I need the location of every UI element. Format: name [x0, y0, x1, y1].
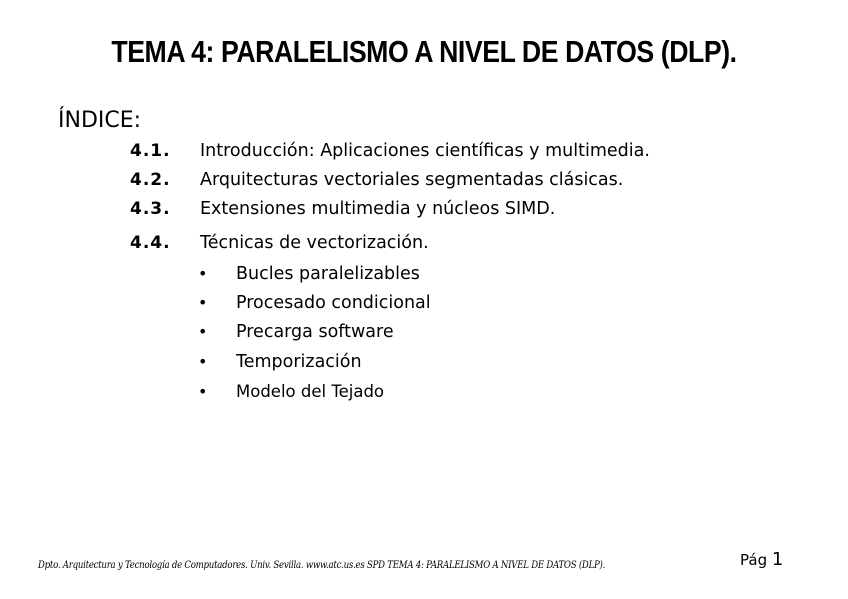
bullet-icon: • [198, 322, 208, 341]
sub-item-text: Precarga software [236, 322, 394, 342]
bullet-icon: • [198, 352, 208, 371]
footer-text: Dpto. Arquitectura y Tecnología de Computadores. Univ. Sevilla. www.atc.us.es SPD TEMA 4: PARALELISMO A NIVEL DE DATOS (DLP). [38, 560, 606, 571]
page-indicator [740, 549, 783, 570]
slide-title: TEMA 4: PARALELISMO A NIVEL DE DATOS (DLP). [111, 34, 737, 69]
toc-text: Extensiones multimedia y núcleos SIMD. [200, 199, 556, 219]
sub-item-text: Bucles paralelizables [236, 264, 420, 284]
page-label: Pág [740, 551, 768, 569]
bullet-icon: • [198, 382, 208, 401]
bullet-icon: • [198, 293, 208, 312]
footer [38, 553, 697, 572]
index-heading: ÍNDICE: [58, 108, 142, 133]
toc-text: Introducción: Aplicaciones científicas y multimedia. [200, 141, 650, 161]
sub-item-text: Temporización [236, 352, 362, 372]
bullet-icon: • [198, 264, 208, 283]
page-number: 1 [771, 549, 784, 570]
toc-number: 4.3. [130, 199, 171, 219]
toc-text: Técnicas de vectorización. [200, 233, 429, 253]
toc-text: Arquitecturas vectoriales segmentadas clásicas. [200, 170, 624, 190]
toc-number: 4.2. [130, 170, 171, 190]
toc-number: 4.4. [130, 233, 171, 253]
sub-item-text: Procesado condicional [236, 293, 431, 313]
toc-number: 4.1. [130, 141, 171, 161]
sub-item-text: Modelo del Tejado [236, 382, 385, 401]
